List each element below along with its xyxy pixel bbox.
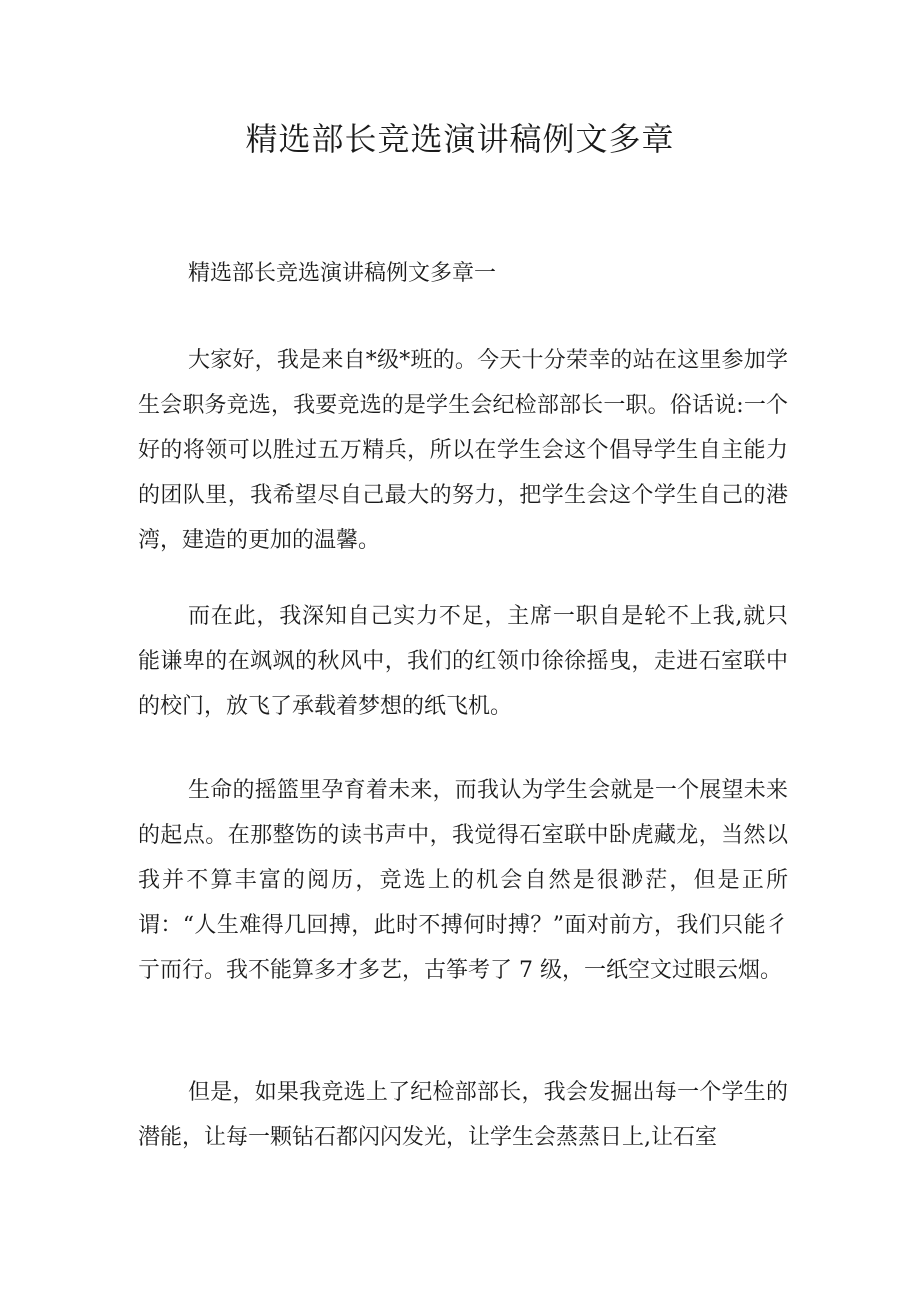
section-heading: 精选部长竞选演讲稿例文多章一 — [188, 261, 497, 286]
paragraph-4: 但是，如果我竞选上了纪检部部长，我会发掘出每一个学生的潜能，让每一颗钻石都闪闪发光，让学生会蒸蒸日上,让石室 — [138, 1080, 788, 1150]
document-title: 精选部长竞选演讲稿例文多章 — [245, 120, 675, 158]
paragraph-2: 而在此，我深知自己实力不足，主席一职自是轮不上我,就只能谦卑的在飒飒的秋风中，我们的红领巾徐徐摇曳，走进石室联中的校门，放飞了承载着梦想的纸飞机。 — [138, 604, 788, 719]
paragraph-1: 大家好，我是来自*级*班的。今天十分荣幸的站在这里参加学生会职务竞选，我要竞选的是学生会纪检部部长一职。俗话说:一个好的将领可以胜过五万精兵，所以在学生会这个倡导学生自主能力的团队里，我希望尽自己最大的努力，把学生会这个学生自己的港湾，建造的更加的温馨。 — [138, 348, 788, 553]
paragraph-3: 生命的摇篮里孕育着未来，而我认为学生会就是一个展望未来的起点。在那整饬的读书声中，我觉得石室联中卧虎藏龙，当然以我并不算丰富的阅历，竞选上的机会自然是很渺茫，但是正所谓：“人生难得几回搏，此时不搏何时搏？”面对前方，我们只能彳亍而行。我不能算多才多艺，古筝考了 7 级，一纸空文过眼云烟。 — [138, 778, 788, 983]
